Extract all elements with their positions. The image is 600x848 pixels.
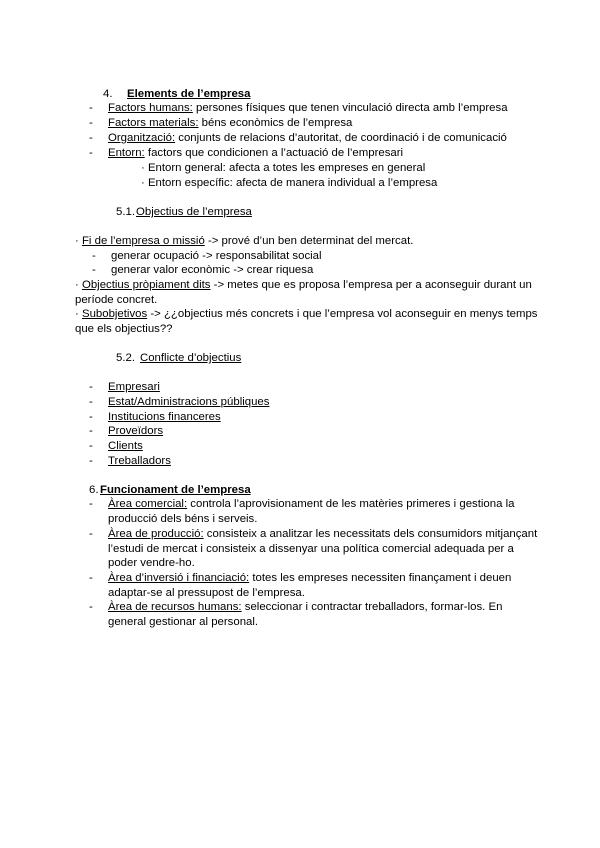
bullet-dash: - <box>89 132 93 144</box>
bullet-dash: - <box>89 528 93 540</box>
bullet-dash: - <box>92 250 96 262</box>
item-text-cont: producció dels béns i serveis. <box>108 513 258 525</box>
bullet-dash: - <box>89 498 93 510</box>
bullet-dot: · <box>75 308 79 320</box>
obj-text-2: període concret. <box>75 294 158 306</box>
obj-text-1: -> metes que es proposa l’empresa per a aconseguir durant un <box>210 279 532 291</box>
section-52-number: 5.2. <box>116 352 135 364</box>
bullet-dash: - <box>89 396 93 408</box>
sub-text-2: que els objectius?? <box>75 323 173 335</box>
item-term: Àrea de recursos humans: <box>108 601 242 613</box>
list-item <box>108 116 352 130</box>
section-6-heading: Funcionament de l’empresa <box>100 484 251 496</box>
sub-term: Subobjetivos <box>81 308 148 320</box>
list-item: Institucions financeres <box>108 411 221 423</box>
bullet-dash: - <box>92 264 96 276</box>
list-item <box>108 527 537 541</box>
list-item <box>108 600 502 614</box>
item-term: Àrea de producció: <box>108 528 204 540</box>
list-item: Clients <box>108 440 143 452</box>
list-item <box>108 101 508 115</box>
item-term: Organització: <box>108 132 176 144</box>
item-text: totes les empreses necessiten finançament i deuen <box>249 572 512 584</box>
list-item: Empresari <box>108 381 160 393</box>
list-item <box>108 131 507 145</box>
item-text: consisteix a analitzar les necessitats dels consumidors mitjançant <box>203 528 538 540</box>
bullet-dash: - <box>89 572 93 584</box>
list-item: Estat/Administracions públiques <box>108 396 270 408</box>
entorn-sub-item: · Entorn general: afecta a totes les empreses en general <box>141 162 426 174</box>
item-text-cont: adaptar-se al pressupost de l’empresa. <box>108 587 305 599</box>
list-item: Treballadors <box>108 455 171 467</box>
fi-term: Fi de l’empresa o missió <box>81 235 205 247</box>
bullet-dash: - <box>89 381 93 393</box>
bullet-dash: - <box>89 147 93 159</box>
item-term: Àrea d’inversió i financiació: <box>108 572 250 584</box>
list-item <box>108 571 511 585</box>
item-text: controla l’aprovisionament de les matèries primeres i gestiona la <box>187 498 515 510</box>
bullet-dash: - <box>89 425 93 437</box>
section-51-number: 5.1. <box>116 206 135 218</box>
section-51-heading: Objectius de l’empresa <box>136 206 252 218</box>
item-term: Àrea comercial: <box>108 498 188 510</box>
bullet-dash: - <box>89 117 93 129</box>
list-item <box>108 497 514 511</box>
bullet-dot: · <box>75 279 79 291</box>
bullet-dash: - <box>89 455 93 467</box>
item-text: seleccionar i contractar treballadors, formar-los. En <box>241 601 503 613</box>
section-52-heading: Conflicte d’objectius <box>140 352 242 364</box>
fi-text: -> prové d’un ben determinat del mercat. <box>204 235 414 247</box>
paragraph-fi <box>75 234 413 248</box>
section-4-heading: Elements de l’empresa <box>127 88 251 100</box>
item-text-cont: general gestionar al personal. <box>108 616 259 628</box>
bullet-dash: - <box>89 601 93 613</box>
paragraph-objectius <box>75 278 532 292</box>
item-text: persones físiques que tenen vinculació directa amb l’empresa <box>192 102 508 114</box>
bullet-dash: - <box>89 411 93 423</box>
bullet-dash: - <box>89 440 93 452</box>
obj-term: Objectius pròpiament dits <box>81 279 211 291</box>
item-text: conjunts de relacions d’autoritat, de coordinació i de comunicació <box>175 132 507 144</box>
entorn-sub-item: · Entorn específic: afecta de manera individual a l’empresa <box>141 177 438 189</box>
item-term: Factors humans: <box>108 102 193 114</box>
item-term: Entorn: <box>108 147 145 159</box>
item-text-cont: l’estudi de mercat i consisteix a dissenyar una política comercial adequada per a <box>108 543 514 555</box>
section-6-number: 6. <box>89 484 99 496</box>
list-item: Proveïdors <box>108 425 164 437</box>
item-text: factors que condicionen a l’actuació de l’empresari <box>144 147 404 159</box>
fi-point: generar ocupació -> responsabilitat social <box>111 250 322 262</box>
fi-point: generar valor econòmic -> crear riquesa <box>111 264 314 276</box>
list-item <box>108 146 403 160</box>
item-text: béns econòmics de l’empresa <box>198 117 353 129</box>
bullet-dash: - <box>89 102 93 114</box>
section-4-number: 4. <box>103 88 113 100</box>
paragraph-subobjetivos <box>75 307 538 321</box>
item-term: Factors materials: <box>108 117 199 129</box>
sub-text-1: -> ¿¿objectius més concrets i que l’empresa vol aconseguir en menys temps <box>147 308 538 320</box>
item-text-cont: poder vendre-ho. <box>108 557 195 569</box>
bullet-dot: · <box>75 235 79 247</box>
